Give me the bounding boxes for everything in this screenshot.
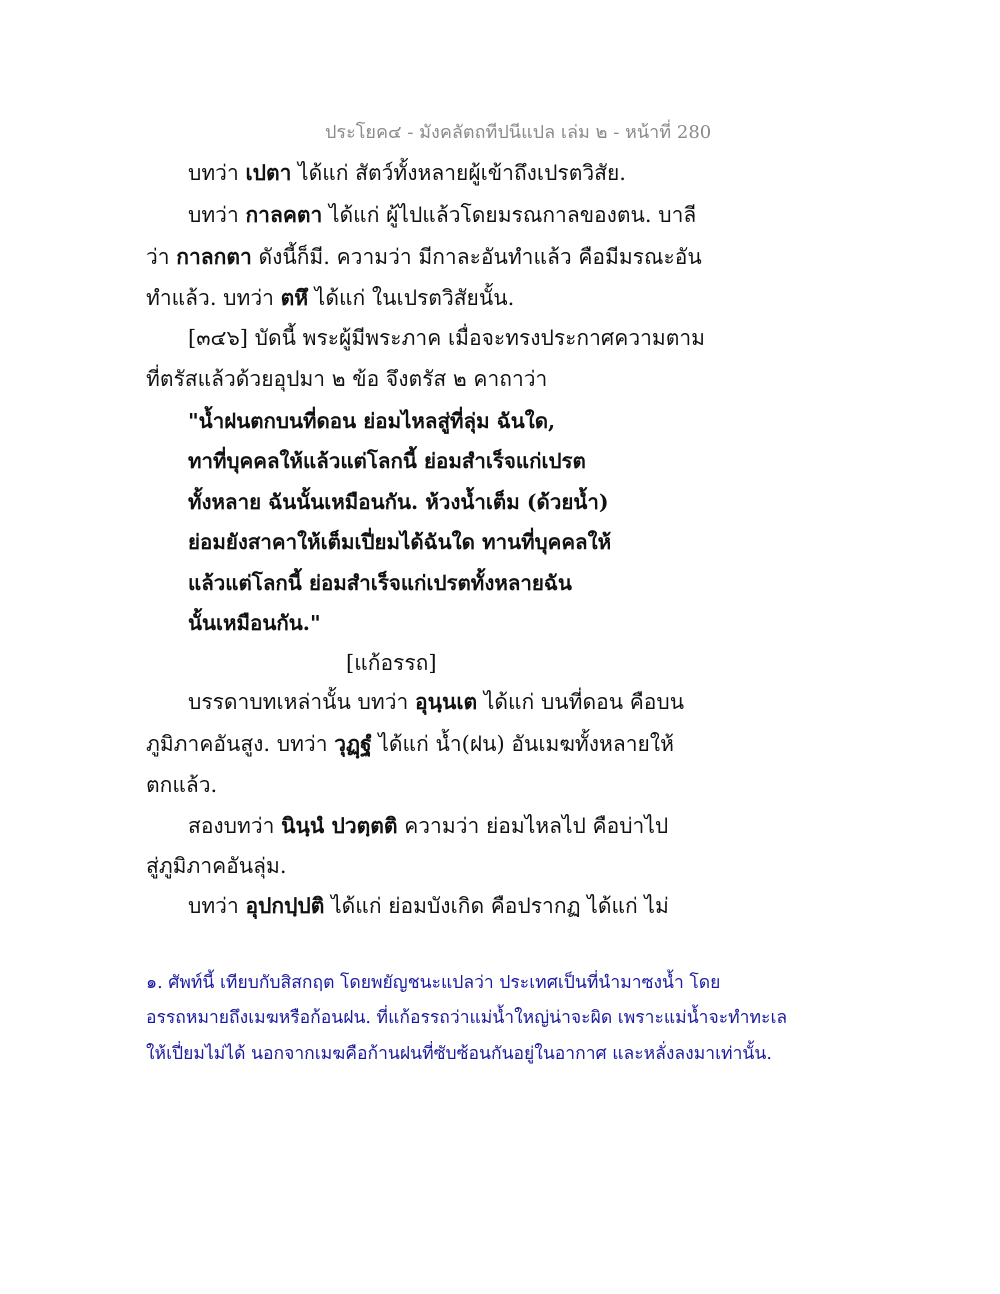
- text-span: ดังนี้ก็มี. ความว่า มีกาละอันทำแล้ว คือมีมรณะอัน: [251, 245, 702, 269]
- text-line: [188, 891, 669, 921]
- verse-line: แล้วแต่โลกนี้ ย่อมสำเร็จแก่เปรตทั้งหลายฉัน: [188, 571, 572, 595]
- text-span: ว่า: [146, 245, 177, 269]
- term-bold: อุนฺนเต: [415, 689, 478, 714]
- verse-line: นั้นเหมือนกัน.": [188, 611, 321, 635]
- term-bold: วุฏฺฐํ: [334, 731, 372, 756]
- footnote-line: อรรถหมายถึงเมฆหรือก้อนฝน. ที่แก้อรรถว่าแม่น้ำใหญ่น่าจะผิด เพราะแม่น้ำจะทำทะเล: [146, 1008, 788, 1028]
- text-line: [146, 283, 514, 313]
- term-bold: กาลกตา: [176, 244, 252, 269]
- term-bold: เปตา: [245, 160, 292, 185]
- text-span: สองบทว่า: [188, 814, 282, 838]
- term-bold: กาลคตา: [245, 202, 323, 227]
- verse-line: ทาที่บุคคลให้แล้วแต่โลกนี้ ย่อมสำเร็จแก่เปรต: [188, 449, 586, 473]
- text-span: บทว่า: [188, 203, 246, 227]
- text-line: [188, 200, 696, 230]
- text-span: ความว่า ย่อมไหลไป คือบ่าไป: [397, 814, 669, 838]
- text-span: ได้แก่ สัตว์ทั้งหลายผู้เข้าถึงเปรตวิสัย.: [291, 161, 626, 185]
- verse-line: ทั้งหลาย ฉันนั้นเหมือนกัน. ห้วงน้ำเต็ม (ด้วยน้ำ): [188, 490, 609, 514]
- text-span: ได้แก่ น้ำ(ฝน) อันเมฆทั้งหลายให้: [371, 732, 674, 756]
- verse-line: "น้ำฝนตกบนที่ดอน ย่อมไหลสู่ที่ลุ่ม ฉันใด,: [188, 409, 556, 433]
- term-bold: อุปกปฺปติ: [245, 893, 325, 918]
- term-bold: นินฺนํ ปวตฺตติ: [281, 813, 398, 838]
- text-line: ที่ตรัสแล้วด้วยอุปมา ๒ ข้อ จึงตรัส ๒ คาถาว่า: [146, 367, 548, 391]
- text-span: ทำแล้ว. บทว่า: [146, 286, 281, 310]
- text-span: บทว่า: [188, 161, 246, 185]
- text-line: สู่ภูมิภาคอันลุ่ม.: [146, 854, 287, 878]
- text-line: ตกแล้ว.: [146, 773, 218, 797]
- footnote-line: ให้เปี่ยมไม่ได้ นอกจากเมฆคือก้านฝนที่ซับซ้อนกันอยู่ในอากาศ และหลั่งลงมาเท่านั้น.: [146, 1044, 772, 1064]
- text-line: [188, 687, 684, 717]
- text-span: ได้แก่ บนที่ดอน คือบน: [477, 690, 685, 714]
- text-span: บรรดาบทเหล่านั้น บทว่า: [188, 690, 415, 714]
- text-line: [188, 811, 668, 841]
- text-span: ได้แก่ ย่อมบังเกิด คือปรากฏ ได้แก่ ไม่: [324, 894, 669, 918]
- text-line: [188, 158, 626, 188]
- text-span: บทว่า: [188, 894, 246, 918]
- section-title: [แก้อรรถ]: [346, 651, 437, 675]
- text-span: ภูมิภาคอันสูง. บทว่า: [146, 732, 335, 756]
- text-line: [146, 729, 674, 759]
- page-header: ประโยค๔ - มังคลัตถทีปนีแปล เล่ม ๒ - หน้าที่ 280: [325, 122, 712, 143]
- text-span: ได้แก่ ผู้ไปแล้วโดยมรณกาลของตน. บาลี: [322, 203, 697, 227]
- term-bold: ตหึ: [280, 285, 309, 310]
- footnote-line: ๑. ศัพท์นี้ เทียบกับสิสกฤต โดยพยัญชนะแปลว่า ประเทศเป็นที่นำมาซงน้ำ โดย: [146, 973, 721, 993]
- text-span: ได้แก่ ในเปรตวิสัยนั้น.: [308, 286, 515, 310]
- verse-line: ย่อมยังสาคาให้เต็มเปี่ยมได้ฉันใด ทานที่บุคคลให้: [188, 530, 612, 554]
- text-line: [๓๔๖] บัดนี้ พระผู้มีพระภาค เมื่อจะทรงประกาศความตาม: [188, 326, 706, 350]
- text-line: [146, 242, 702, 272]
